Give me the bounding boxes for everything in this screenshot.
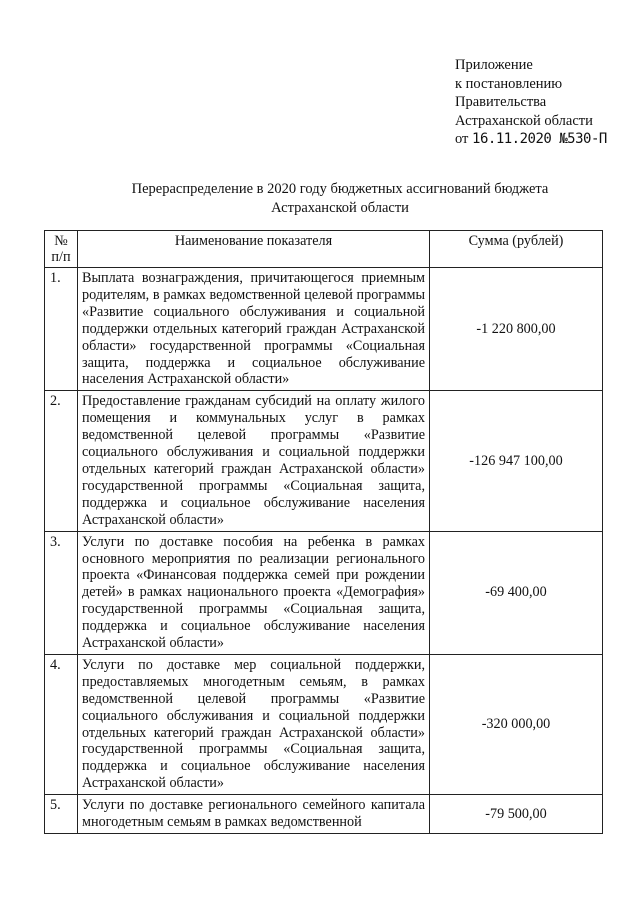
header-num-line1: № xyxy=(54,233,68,249)
appendix-line: Правительства xyxy=(455,94,547,110)
table-header-row xyxy=(45,231,603,268)
document-title xyxy=(60,180,620,217)
appendix-block xyxy=(455,56,607,149)
header-num xyxy=(45,231,78,268)
row-sum: -79 500,00 xyxy=(430,795,603,834)
row-num: 3. xyxy=(45,531,78,654)
header-name: Наименование показателя xyxy=(78,231,430,268)
appendix-line: к постановлению xyxy=(455,75,563,92)
row-num: 4. xyxy=(45,654,78,794)
date-prefix: от xyxy=(455,131,469,147)
table-row xyxy=(45,531,603,654)
header-num-line2: п/п xyxy=(51,249,71,265)
row-sum: -69 400,00 xyxy=(430,531,603,654)
row-sum: -320 000,00 xyxy=(430,654,603,794)
date-number: 16.11.2020 №530-П xyxy=(472,131,607,147)
title-line-2: Астраханской области xyxy=(271,199,409,216)
row-name: Выплата вознаграждения, причитающегося приемным родителям, в рамках ведомственной целевой программы «Развитие социального обслуживания и социальной поддержки отдельных категорий граждан Астраханской области» государственной программы «Социальная защита, поддержка и социальное обслуживание населения Астраханской области» xyxy=(78,268,430,391)
title-line-1: Перераспределение в 2020 году бюджетных ассигнований бюджета xyxy=(131,181,549,197)
header-sum: Сумма (рублей) xyxy=(430,231,603,268)
appendix-date-line xyxy=(455,130,607,149)
row-num: 2. xyxy=(45,391,78,531)
appendix-line: Астраханской области xyxy=(455,112,593,129)
row-name: Услуги по доставке мер социальной поддержки, предоставляемых многодетным семьям, в рамках ведомственной целевой программы «Развитие социального обслуживания и социальной поддержки отдельных категорий граждан Астраханской области» государственной программы «Социальная защита, поддержка и социальное обслуживание населения Астраханской области» xyxy=(78,654,430,794)
row-sum: -126 947 100,00 xyxy=(430,391,603,531)
row-num: 1. xyxy=(45,268,78,391)
allocation-table xyxy=(44,230,603,834)
table-row xyxy=(45,654,603,794)
appendix-line: Приложение xyxy=(455,57,533,73)
row-sum: -1 220 800,00 xyxy=(430,268,603,391)
row-name: Услуги по доставке пособия на ребенка в рамках основного мероприятия по реализации регионального проекта «Финансовая поддержка семей при рождении детей» в рамках национального проекта «Демография» государственной программы «Социальная защита, поддержка и социальное обслуживание населения Астраханской области» xyxy=(78,531,430,654)
row-name: Услуги по доставке регионального семейного капитала многодетным семьям в рамках ведомственной xyxy=(78,795,430,834)
table-row xyxy=(45,268,603,391)
row-name: Предоставление гражданам субсидий на оплату жилого помещения и коммунальных услуг в рамках ведомственной целевой программы «Развитие социального обслуживания и социальной поддержки отдельных категорий граждан Астраханской области» государственной программы «Социальная защита, поддержка и социальное обслуживание населения Астраханской области» xyxy=(78,391,430,531)
row-num: 5. xyxy=(45,795,78,834)
table-row xyxy=(45,391,603,531)
table-row xyxy=(45,795,603,834)
